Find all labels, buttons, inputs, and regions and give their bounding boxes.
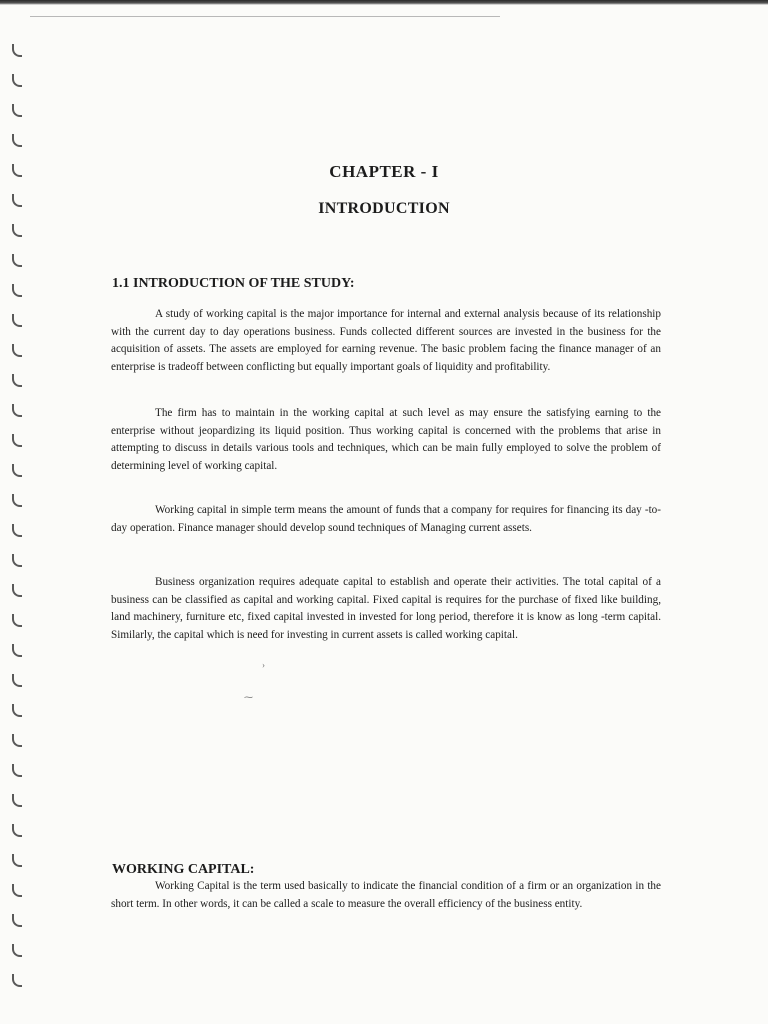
scan-speck: ⁓ (244, 692, 253, 702)
scan-speck: › (262, 660, 265, 670)
page-title: INTRODUCTION (318, 200, 450, 217)
section-heading-introduction-of-study: 1.1 INTRODUCTION OF THE STUDY: (112, 276, 355, 291)
paragraph: Working Capital is the term used basically to indicate the financial condition of a firm or an organization in the short term. In other words, it can be called a scale to measure the overall efficiency of the business entity. (111, 880, 661, 910)
paragraph: Business organization requires adequate capital to establish and operate their activities. The total capital of a business can be classified as capital and working capital. Fixed capital is requires for the purchase of fixed like building, land machinery, furniture etc, fixed capital invested in invested for long period, therefore it is know as long -term capital. Similarly, the capital which is need for investing in current assets is called working capital. (111, 576, 661, 642)
paragraph: The firm has to maintain in the working capital at such level as may ensure the satisfying earning to the enterprise without jeopardizing its liquid position. Thus working capital is concerned with the problems that arise in attempting to discuss in details various tools and techniques, which can be main fully employed to solve the problem of determining level of working capital. (111, 407, 661, 473)
paragraph: Working capital in simple term means the amount of funds that a company for requires for financing its day -to-day operation. Finance manager should develop sound techniques of Managing current assets. (111, 504, 661, 534)
section-heading-working-capital: WORKING CAPITAL: (112, 862, 255, 877)
paragraph: A study of working capital is the major importance for internal and external analysis because of its relationship with the current day to day operations business. Funds collected different sources are invested in the business for the acquisition of assets. The assets are employed for earning revenue. The basic problem facing the finance manager of an enterprise is tradeoff between conflicting but equally important goals of liquidity and profitability. (111, 308, 661, 374)
chapter-title: CHAPTER - I (329, 162, 439, 181)
